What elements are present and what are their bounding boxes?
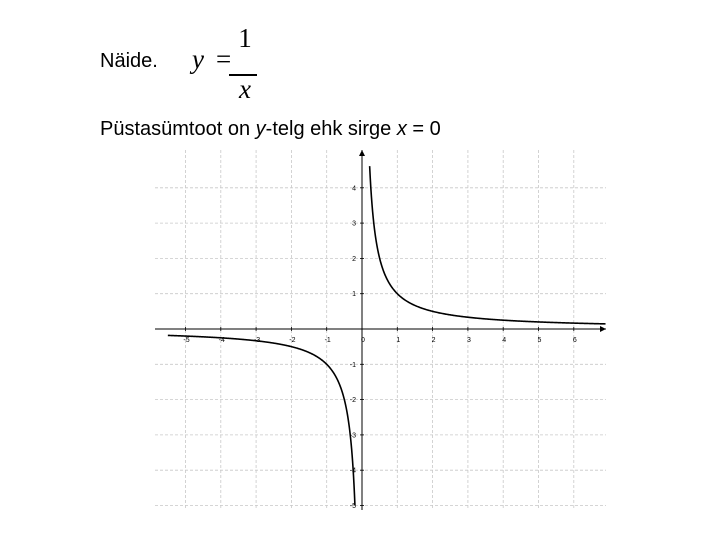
x-tick-label: 2 [431,337,436,344]
statement-part1: Püstasümtoot on [100,118,256,140]
x-tick-label: 3 [466,337,471,344]
x-tick-label: -2 [289,337,296,344]
tick-labels [183,185,576,510]
statement-part2: -telg ehk sirge [265,118,397,140]
formula-equals: = [216,44,232,74]
example-label: Näide. [100,50,158,72]
y-tick-label: 4 [352,185,356,193]
x-tick-label: 5 [537,337,542,344]
statement-y-variable: y [255,118,266,140]
statement-part3: = 0 [406,118,441,140]
y-tick-label: -5 [349,503,356,510]
formula-numerator: 1 [238,23,252,53]
x-tick-label: 4 [502,337,507,344]
x-tick-label: 6 [572,337,577,344]
x-tick-label: -3 [253,337,261,344]
x-tick-label: 0 [361,337,365,344]
y-tick-label: -4 [349,467,356,475]
statement-x-variable: x [396,118,407,140]
curve-branch-positive [370,166,606,324]
y-tick-label: 3 [352,220,356,228]
x-tick-label: 1 [396,337,401,344]
curve [168,166,606,505]
y-tick-label: -1 [349,361,356,369]
y-axis-arrow-icon [359,150,365,156]
y-tick-label: 2 [352,255,356,263]
formula-lhs: y [192,44,204,74]
x-tick-label: -4 [218,337,225,344]
formula-denominator: x [239,74,251,104]
y-tick-label: 1 [352,291,356,299]
y-tick-label: -2 [349,397,356,405]
x-axis-arrow-icon [600,326,606,332]
y-tick-label: -3 [349,432,356,440]
x-tick-label: -5 [183,337,190,344]
x-tick-label: -1 [324,337,331,344]
